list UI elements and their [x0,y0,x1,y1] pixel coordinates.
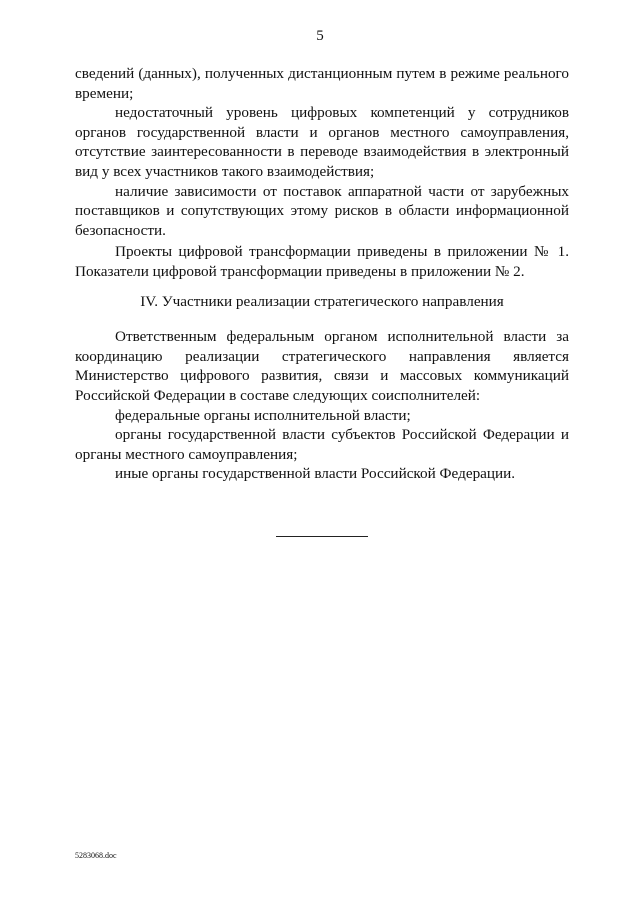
document-code: 5283068.doc [75,851,117,860]
paragraph-appendix-references: Проекты цифровой трансформации приведены в приложении № 1. Показатели цифровой трансформации приведены в приложении № 2. [75,243,569,280]
paragraph-responsible-body: Ответственным федеральным органом исполнительной власти за координацию реализации стратегического направления является Министерство цифрового развития, связи и массовых коммуникаций Российской Федерации в составе следующих соисполнителей: [75,328,569,404]
paragraph-hardware-dependency: наличие зависимости от поставок аппаратной части от зарубежных поставщиков и сопутствующих этому рисков в области информационной безопасности. [75,182,569,239]
end-separator-line [276,536,368,537]
page-number: 5 [316,28,324,44]
paragraph-continuation: сведений (данных), полученных дистанционным путем в режиме реального времени; [75,65,569,102]
list-item-regional-bodies: органы государственной власти субъектов Российской Федерации и органы местного самоуправления; [75,426,569,463]
document-body [75,64,569,484]
section-heading: IV. Участники реализации стратегического направления [140,292,504,310]
paragraph-digital-competence: недостаточный уровень цифровых компетенций у сотрудников органов государственной власти и органов местного самоуправления, отсутствие заинтересованности в переводе взаимодействия в электронный вид у всех участников такого взаимодействия; [75,104,569,180]
list-item-other-bodies: иные органы государственной власти Российской Федерации. [115,465,516,483]
list-item-federal-bodies: федеральные органы исполнительной власти; [115,406,411,424]
